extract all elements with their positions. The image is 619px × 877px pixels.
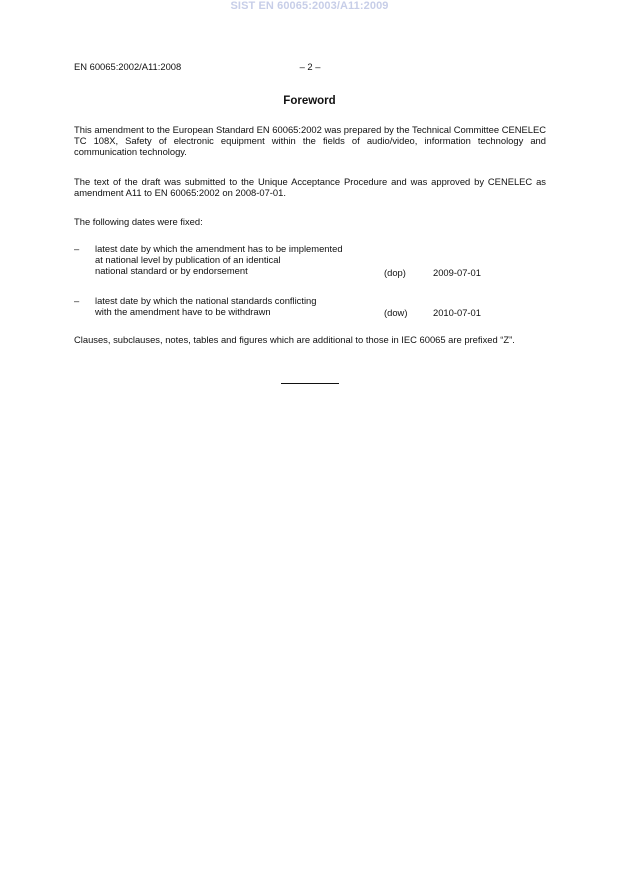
date-value: 2009-07-01 bbox=[433, 267, 481, 278]
list-dash: – bbox=[74, 243, 80, 254]
dates-intro-paragraph: The following dates were fixed: bbox=[74, 216, 203, 227]
date-value: 2010-07-01 bbox=[433, 307, 481, 318]
page-title: Foreword bbox=[283, 95, 336, 107]
submission-paragraph: The text of the draft was submitted to the Unique Acceptance Procedure and was approved by CENELEC as amendment A11 to EN 60065:2002 on 2008-07-01. bbox=[74, 176, 546, 198]
date-description: latest date by which the national standards conflicting with the amendment have to be withdrawn bbox=[95, 295, 317, 317]
date-description: latest date by which the amendment has to be implemented at national level by publication of an identical national standard or by endorsement bbox=[95, 243, 343, 276]
intro-paragraph: This amendment to the European Standard EN 60065:2002 was prepared by the Technical Committee CENELEC TC 108X, Safety of electronic equipment within the fields of audio/video, information technology and communication technology. bbox=[74, 124, 546, 157]
watermark: SIST EN 60065:2003/A11:2009 bbox=[230, 0, 389, 12]
section-divider bbox=[281, 383, 339, 384]
page-number: – 2 – bbox=[299, 61, 321, 72]
list-dash: – bbox=[74, 295, 80, 306]
document-reference: EN 60065:2002/A11:2008 bbox=[74, 61, 182, 72]
clauses-note-paragraph: Clauses, subclauses, notes, tables and figures which are additional to those in IEC 60065 are prefixed “Z”. bbox=[74, 334, 515, 345]
date-abbreviation: (dop) bbox=[384, 267, 406, 278]
date-abbreviation: (dow) bbox=[384, 307, 408, 318]
